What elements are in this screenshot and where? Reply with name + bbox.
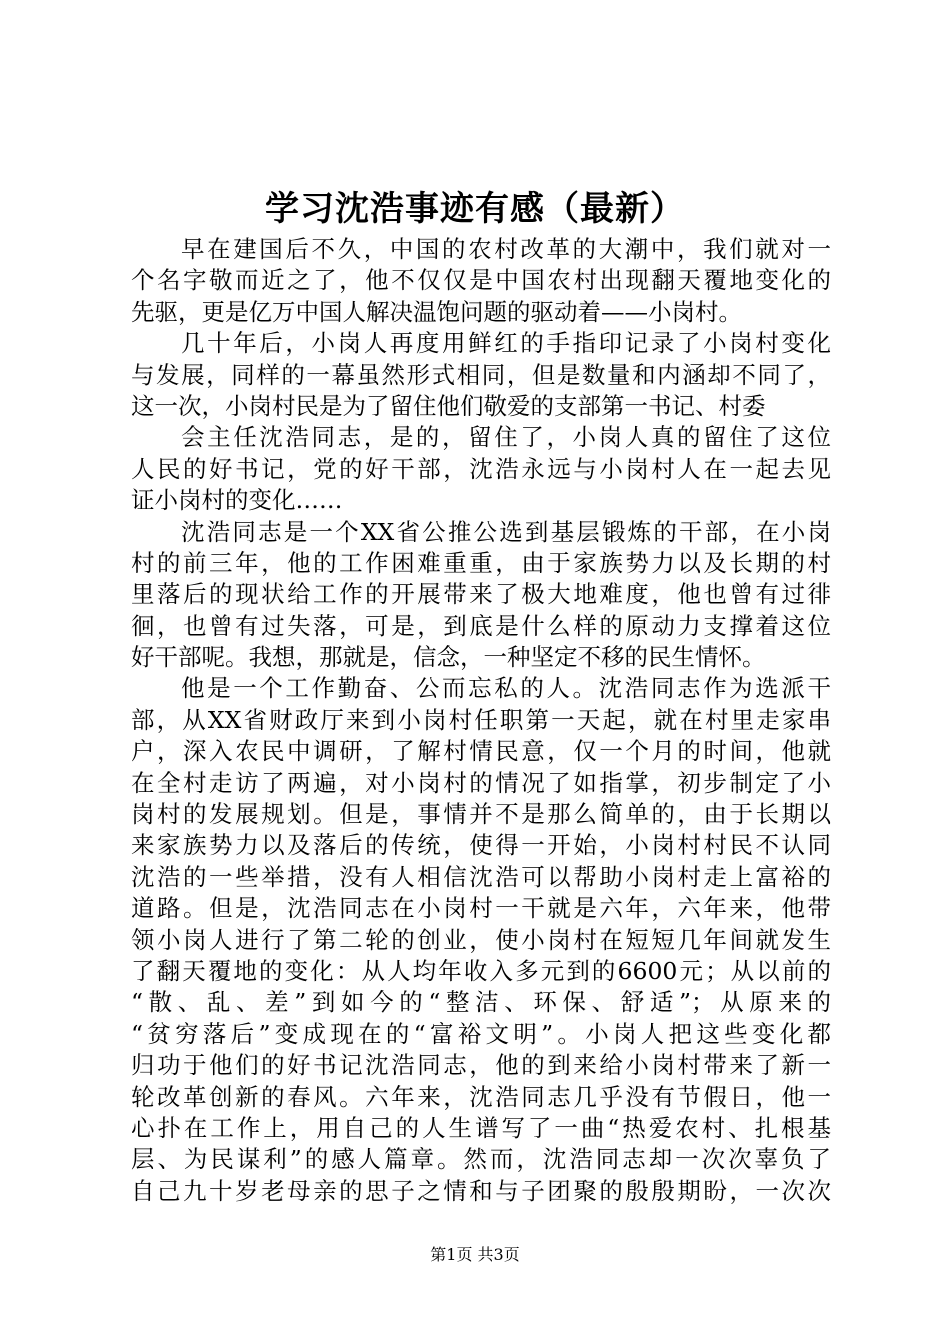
text-line: 会主任沈浩同志，是的，留住了，小岗人真的留住了这位 <box>181 423 831 452</box>
text-line: 里落后的现状给工作的开展带来了极大地难度，他也曾有过徘 <box>131 580 831 609</box>
text-line: 村的前三年，他的工作困难重重，由于家族势力以及长期的村 <box>131 548 831 577</box>
text-line: 好干部呢。我想，那就是，信念，一种坚定不移的民生情怀。 <box>131 643 766 672</box>
text-line: 道路。但是，沈浩同志在小岗村一干就是六年，六年来，他带 <box>131 894 831 923</box>
text-line: 了翻天覆地的变化：从人均年收入多元到的6600元；从以前的 <box>131 956 831 985</box>
text-line: 归功于他们的好书记沈浩同志，他的到来给小岗村带来了新一 <box>131 1051 831 1080</box>
text-line: 沈浩的一些举措，没有人相信沈浩可以帮助小岗村走上富裕的 <box>131 862 831 891</box>
text-line: 他是一个工作勤奋、公而忘私的人。沈浩同志作为选派干 <box>181 674 831 703</box>
text-line: “贫穷落后”变成现在的“富裕文明”。小岗人把这些变化都 <box>131 1019 831 1048</box>
text-line: 证小岗村的变化…… <box>131 486 343 515</box>
text-line: 心扑在工作上，用自己的人生谱写了一曲“热爱农村、扎根基 <box>131 1113 831 1142</box>
text-line: 沈浩同志是一个XX省公推公选到基层锻炼的干部，在小岗 <box>181 517 831 546</box>
text-line: 早在建国后不久，中国的农村改革的大潮中，我们就对一 <box>181 235 831 263</box>
text-line: 这一次，小岗村民是为了留住他们敬爱的支部第一书记、村委 <box>131 391 766 420</box>
text-line: 先驱，更是亿万中国人解决温饱问题的驱动着——小岗村。 <box>131 297 742 326</box>
document-title: 学习沈浩事迹有感（最新） <box>265 189 685 229</box>
text-line: 徊，也曾有过失落，可是，到底是什么样的原动力支撑着这位 <box>131 611 831 640</box>
text-line: 与发展，同样的一幕虽然形式相同，但是数量和内涵却不同了， <box>131 360 831 389</box>
text-line: 轮改革创新的春风。六年来，沈浩同志几乎没有节假日，他一 <box>131 1082 831 1111</box>
text-line: 几十年后，小岗人再度用鲜红的手指印记录了小岗村变化 <box>181 329 831 358</box>
text-line: 自己九十岁老母亲的思子之情和与子团聚的殷殷期盼，一次次 <box>131 1176 831 1205</box>
text-line: “散、乱、差”到如今的“整洁、环保、舒适”；从原来的 <box>131 988 831 1017</box>
document-body <box>131 234 831 1207</box>
page-footer: 第1页 共3页 <box>430 1245 520 1264</box>
text-line: 部，从XX省财政厅来到小岗村任职第一天起，就在村里走家串 <box>131 705 831 734</box>
text-line: 人民的好书记，党的好干部，沈浩永远与小岗村人在一起去见 <box>131 454 831 483</box>
text-line: 层、为民谋利”的感人篇章。然而，沈浩同志却一次次辜负了 <box>131 1145 831 1174</box>
text-line: 个名字敬而近之了，他不仅仅是中国农村出现翻天覆地变化的 <box>131 266 831 295</box>
text-line: 户，深入农民中调研，了解村情民意，仅一个月的时间，他就 <box>131 737 831 766</box>
text-line: 来家族势力以及落后的传统，使得一开始，小岗村村民不认同 <box>131 831 831 860</box>
text-line: 在全村走访了两遍，对小岗村的情况了如指掌，初步制定了小 <box>131 768 831 797</box>
text-line: 领小岗人进行了第二轮的创业，使小岗村在短短几年间就发生 <box>131 925 831 954</box>
text-line: 岗村的发展规划。但是，事情并不是那么简单的，由于长期以 <box>131 800 831 829</box>
